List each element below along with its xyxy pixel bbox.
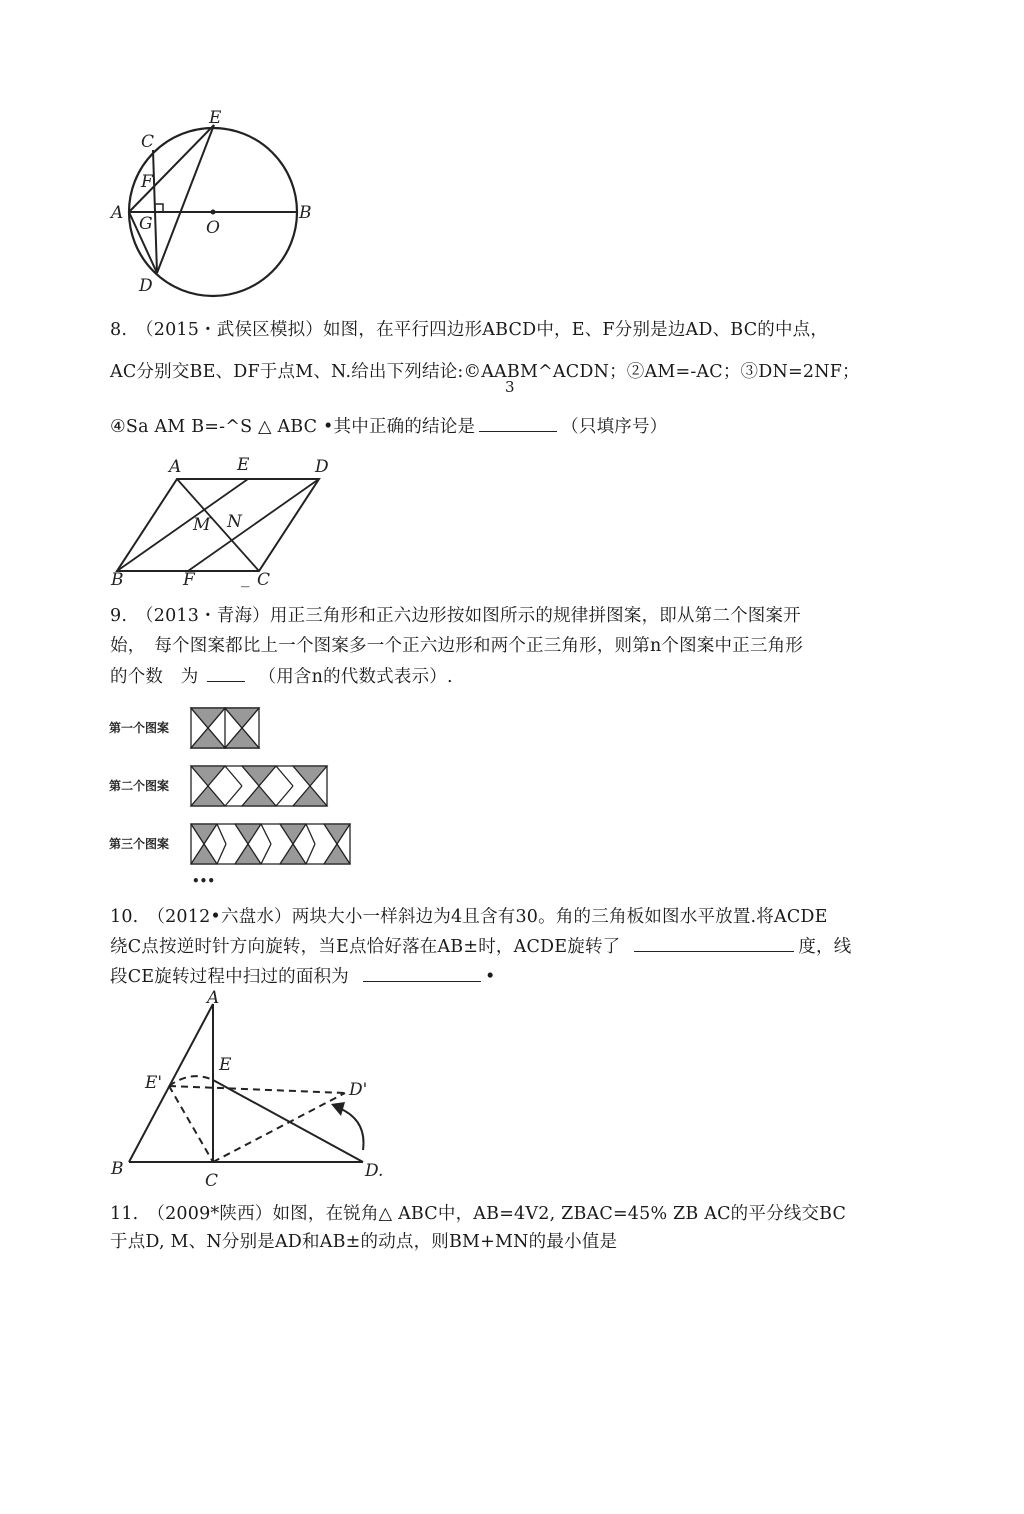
q10-line3: [110, 963, 496, 988]
q8-line3-tail: （只填序号）: [561, 417, 668, 437]
q11-line1: 11. （2009*陕西）如图，在锐角△ ABC中，AB=4V2, ZBAC=45% ZB AC的平分线交BC: [110, 1204, 847, 1224]
q10-line2: [110, 933, 851, 958]
label-D-prime: D': [349, 1080, 368, 1100]
answer-blank[interactable]: [207, 667, 245, 682]
label-B: B: [111, 1159, 124, 1179]
row1-label: 第一个图案: [109, 721, 170, 735]
q8-fraction-denominator: 3: [505, 378, 515, 396]
circle-figure: [105, 105, 315, 305]
triangle-rotation-figure: [105, 990, 395, 1190]
q9-line1: 9. （2013・青海）用正三角形和正六边形按如图所示的规律拼图案，即从第二个图案开: [110, 606, 801, 626]
label-dash: _: [241, 568, 250, 588]
q8-line2: AC分别交BE、DF于点M、N.给出下列结论:©AABM^ACDN；②AM=-AC；③DN=2NF；: [110, 362, 860, 382]
label-M: M: [193, 515, 211, 535]
row3-label: 第三个图案: [109, 837, 170, 851]
q8-line1: 8. （2015・武侯区模拟）如图，在平行四边形ABCD中，E、F分别是边AD、BC的中点，: [110, 320, 829, 340]
q9-line3: [110, 663, 453, 688]
label-F: F: [141, 172, 153, 192]
q9-line3-text: 的个数 为: [110, 667, 199, 687]
label-B: B: [111, 570, 124, 590]
label-A: A: [207, 990, 220, 1008]
q10-line1: 10. （2012•六盘水）两块大小一样斜边为4且含有30。角的三角板如图水平放置.将ACDE: [110, 907, 828, 927]
answer-blank[interactable]: [634, 937, 794, 952]
label-A: A: [111, 203, 124, 223]
label-E: E: [209, 108, 222, 128]
label-O: O: [206, 218, 220, 238]
q8-line3: [110, 413, 667, 438]
q9-line2: 始， 每个图案都比上一个图案多一个正六边形和两个正三角形，则第n个图案中正三角形: [110, 636, 804, 656]
row2-label: 第二个图案: [109, 779, 170, 793]
q10-line3-text: 段CE旋转过程中扫过的面积为: [110, 967, 349, 987]
parallelogram-figure: [105, 455, 345, 590]
q10-line2-tail: 度，线: [798, 937, 852, 957]
label-N: N: [227, 512, 242, 532]
continuation-dots: •••: [192, 874, 216, 888]
row3-pattern: [191, 824, 350, 864]
tiling-pattern-figure: [105, 700, 365, 890]
label-B: B: [299, 203, 312, 223]
label-D: D: [315, 457, 329, 477]
label-C: C: [205, 1171, 219, 1190]
answer-blank[interactable]: [363, 967, 481, 982]
label-A: A: [169, 457, 182, 477]
label-E: E: [237, 455, 250, 475]
label-D: D.: [365, 1161, 384, 1181]
label-E: E: [219, 1055, 232, 1075]
q10-line2-text: 绕C点按逆时针方向旋转，当E点恰好落在AB±时，ACDE旋转了: [110, 937, 621, 957]
label-E-prime: E': [145, 1073, 163, 1093]
label-F: F: [183, 570, 195, 590]
label-G: G: [139, 214, 153, 234]
label-C: C: [141, 132, 155, 152]
q11-line2: 于点D, M、N分别是AD和AB±的动点，则BM+MN的最小值是: [110, 1232, 618, 1252]
q10-line3-tail: •: [484, 967, 496, 987]
row1-pattern: [191, 708, 259, 748]
q9-line3-tail: （用含n的代数式表示）.: [258, 667, 453, 687]
answer-blank[interactable]: [479, 417, 557, 432]
label-C: C: [257, 570, 271, 590]
label-D: D: [139, 276, 153, 296]
q8-line3-text: ④Sa AM B=-^S △ ABC •其中正确的结论是: [110, 417, 476, 437]
row2-pattern: [191, 766, 327, 806]
